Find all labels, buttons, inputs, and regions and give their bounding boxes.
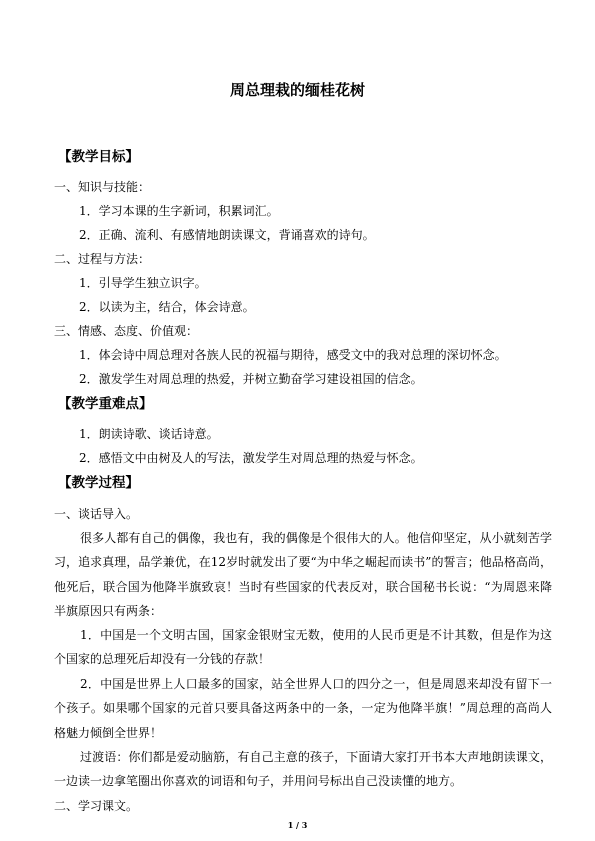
- list-item: 2．正确、流利、有感情地朗读课文，背诵喜欢的诗句。: [79, 228, 375, 242]
- section-heading-process: 【教学过程】: [58, 475, 139, 491]
- document-title: 周总理栽的缅桂花树: [229, 81, 365, 99]
- page-number: 1 / 3: [287, 820, 308, 830]
- list-item: 1．体会诗中周总理对各族人民的祝福与期待，感受文中的我对总理的深切怀念。: [79, 348, 507, 362]
- subheading-process: 二、过程与方法：: [54, 252, 151, 266]
- list-item: 2．以读为主，结合，体会诗意。: [79, 300, 255, 314]
- section-heading-keypoints: 【教学重难点】: [58, 396, 153, 412]
- list-item: 1．引导学生独立识字。: [79, 276, 207, 290]
- list-item: 2．激发学生对周总理的热爱，并树立勤奋学习建设祖国的信念。: [79, 372, 423, 386]
- body-paragraph: 很多人都有自己的偶像，我也有，我的偶像是个很伟大的人。他信仰坚定，从小就刻苦学习，追求真理，品学兼优，在12岁时就发出了要“为中华之崛起而读书”的誓言；他品格高尚，他死后，联合国为他降半旗致哀！当时有些国家的代表反对，联合国秘书长说：“为周恩来降半旗原因只有两条：: [54, 531, 552, 618]
- body-paragraph: 2．中国是世界上人口最多的国家，站全世界人口的四分之一，但是周恩来却没有留下一个孩子。如果哪个国家的元首只要具备这两条中的一条，一定为他降半旗！”周总理的高尚人格魅力倾倒全世界！: [54, 677, 552, 740]
- list-item: 2．感悟文中由树及人的写法，激发学生对周总理的热爱与怀念。: [79, 451, 423, 465]
- subheading-knowledge: 一、知识与技能：: [54, 180, 151, 194]
- list-item: 1．朗读诗歌、谈话诗意。: [79, 427, 219, 441]
- step-heading: 一、谈话导入。: [54, 507, 139, 521]
- step-heading: 二、学习课文。: [54, 799, 139, 813]
- section-heading-goals: 【教学目标】: [58, 149, 139, 165]
- body-paragraph: 1．中国是一个文明古国，国家金银财宝无数，使用的人民币更是不计其数，但是作为这个国家的总理死后却没有一分钱的存款！: [54, 628, 552, 667]
- body-paragraph: 过渡语：你们都是爱动脑筋，有自己主意的孩子，下面请大家打开书本大声地朗读课文，一边读一边拿笔圈出你喜欢的词语和句子，并用问号标出自己没读懂的地方。: [54, 750, 552, 789]
- list-item: 1．学习本课的生字新词，积累词汇。: [79, 204, 279, 218]
- subheading-emotion: 三、情感、态度、价值观：: [54, 324, 199, 338]
